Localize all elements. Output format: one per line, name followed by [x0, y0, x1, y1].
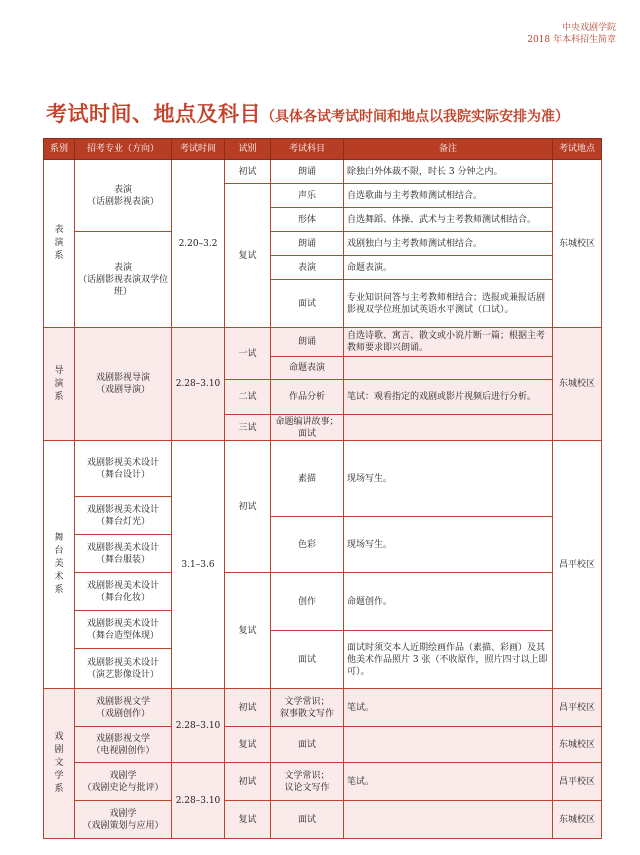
note-cell: 命题表演。 [344, 256, 553, 280]
major-cell: 戏剧影视美术设计 （舞台化妆） [75, 573, 172, 611]
major-cell: 戏剧影视文学 （电视剧创作） [75, 727, 172, 763]
round-cell: 初试 [225, 763, 271, 801]
round-cell: 三试 [225, 415, 271, 441]
round-cell: 复试 [225, 727, 271, 763]
subject-cell: 面试 [271, 801, 344, 839]
subject-cell: 色彩 [271, 517, 344, 573]
dept-cell [44, 441, 75, 689]
location-cell: 东城校区 [553, 727, 602, 763]
exam-schedule-table [43, 138, 602, 839]
note-cell [344, 801, 553, 839]
dept-cell [44, 160, 75, 328]
subject-cell: 形体 [271, 208, 344, 232]
note-cell: 现场写生。 [344, 517, 553, 573]
subject-cell: 命题编讲故事； 面试 [271, 415, 344, 441]
table-row [44, 727, 602, 763]
col-header-location: 考试地点 [553, 139, 602, 160]
note-cell: 笔试。 [344, 763, 553, 801]
time-cell: 2.28–3.10 [172, 763, 225, 839]
note-cell: 笔试：观看指定的戏剧或影片视频后进行分析。 [344, 380, 553, 415]
note-cell [344, 727, 553, 763]
round-cell: 复试 [225, 573, 271, 689]
dept-cell [44, 328, 75, 441]
dept-name: 导演系 [54, 365, 64, 402]
dept-cell [44, 689, 75, 839]
major-cell: 戏剧影视美术设计 （舞台灯光） [75, 497, 172, 535]
note-cell: 自选歌曲与主考教师测试相结合。 [344, 184, 553, 208]
col-header-round: 试别 [225, 139, 271, 160]
major-cell: 戏剧学 （戏剧策划与应用） [75, 801, 172, 839]
page-header [527, 22, 616, 46]
col-header-dept: 系别 [44, 139, 75, 160]
table-header-row [44, 139, 602, 160]
major-cell: 戏剧影视美术设计 （演艺影像设计） [75, 649, 172, 689]
location-cell: 昌平校区 [553, 763, 602, 801]
round-cell: 复试 [225, 184, 271, 328]
subject-cell: 面试 [271, 631, 344, 689]
table-row [44, 573, 602, 593]
time-cell: 2.28–3.10 [172, 328, 225, 441]
note-cell [344, 415, 553, 441]
subject-cell: 作品分析 [271, 380, 344, 415]
location-cell: 东城校区 [553, 801, 602, 839]
table-row [44, 328, 602, 357]
note-cell: 戏剧独白与主考教师测试相结合。 [344, 232, 553, 256]
table-row [44, 801, 602, 839]
note-cell: 除独白外体裁不限，时长 3 分钟之内。 [344, 160, 553, 184]
note-cell [344, 357, 553, 380]
subject-cell: 文学常识； 叙事散文写作 [271, 689, 344, 727]
title-sub: （具体各试考试时间和地点以我院实际安排为准） [261, 109, 569, 125]
location-cell: 东城校区 [553, 328, 602, 441]
round-cell: 一试 [225, 328, 271, 380]
note-cell: 命题创作。 [344, 573, 553, 631]
note-cell: 面试时须交本人近期绘画作品（素描、彩画）及其他美术作品照片 3 张（不收原作，照片四寸以上即可）。 [344, 631, 553, 689]
table-row [44, 763, 602, 801]
brochure-name: 2018 年本科招生简章 [527, 35, 616, 45]
note-cell: 笔试。 [344, 689, 553, 727]
major-cell: 戏剧影视美术设计 （舞台服装） [75, 535, 172, 573]
col-header-time: 考试时间 [172, 139, 225, 160]
title-main: 考试时间、地点及科目 [46, 102, 261, 126]
major-cell: 表演 （话剧影视表演双学位班） [75, 232, 172, 328]
dept-name: 戏剧文学系 [54, 732, 64, 794]
note-cell: 专业知识问答与主考教师相结合；选报或兼报话剧影视双学位班加试英语水平测试（口试）。 [344, 280, 553, 328]
location-cell: 昌平校区 [553, 689, 602, 727]
table-row [44, 689, 602, 727]
school-name: 中央戏剧学院 [561, 23, 616, 33]
major-cell: 表演 （话剧影视表演） [75, 160, 172, 232]
subject-cell: 表演 [271, 256, 344, 280]
round-cell: 初试 [225, 441, 271, 573]
subject-cell: 素描 [271, 441, 344, 517]
major-cell: 戏剧影视美术设计 （舞台设计） [75, 441, 172, 497]
col-header-major: 招考专业（方向） [75, 139, 172, 160]
subject-cell: 面试 [271, 727, 344, 763]
note-cell: 自选诗歌、寓言、散文或小说片断一篇；根据主考教师要求即兴朗诵。 [344, 328, 553, 357]
dept-name: 舞台美术系 [54, 533, 64, 595]
dept-name: 表演系 [54, 225, 64, 261]
subject-cell: 命题表演 [271, 357, 344, 380]
note-cell: 自选舞蹈、体操、武术与主考教师测试相结合。 [344, 208, 553, 232]
major-cell: 戏剧影视导演 （戏剧导演） [75, 328, 172, 441]
table-row [44, 441, 602, 479]
col-header-subject: 考试科目 [271, 139, 344, 160]
major-cell: 戏剧影视美术设计 （舞台造型体现） [75, 611, 172, 649]
col-header-note: 备注 [344, 139, 553, 160]
time-cell: 2.20–3.2 [172, 160, 225, 328]
location-cell: 东城校区 [553, 160, 602, 328]
subject-cell: 朗诵 [271, 232, 344, 256]
subject-cell: 面试 [271, 280, 344, 328]
subject-cell: 声乐 [271, 184, 344, 208]
note-cell: 现场写生。 [344, 441, 553, 517]
major-cell: 戏剧影视文学 （戏剧创作） [75, 689, 172, 727]
time-cell: 3.1–3.6 [172, 441, 225, 689]
major-cell: 戏剧学 （戏剧史论与批评） [75, 763, 172, 801]
round-cell: 复试 [225, 801, 271, 839]
round-cell: 初试 [225, 689, 271, 727]
table-row [44, 232, 602, 256]
subject-cell: 朗诵 [271, 328, 344, 357]
round-cell: 初试 [225, 160, 271, 184]
table-row [44, 160, 602, 184]
subject-cell: 文学常识； 议论文写作 [271, 763, 344, 801]
subject-cell: 朗诵 [271, 160, 344, 184]
page-title [46, 98, 569, 128]
location-cell: 昌平校区 [553, 441, 602, 689]
subject-cell: 创作 [271, 573, 344, 631]
round-cell: 二试 [225, 380, 271, 415]
time-cell: 2.28–3.10 [172, 689, 225, 763]
